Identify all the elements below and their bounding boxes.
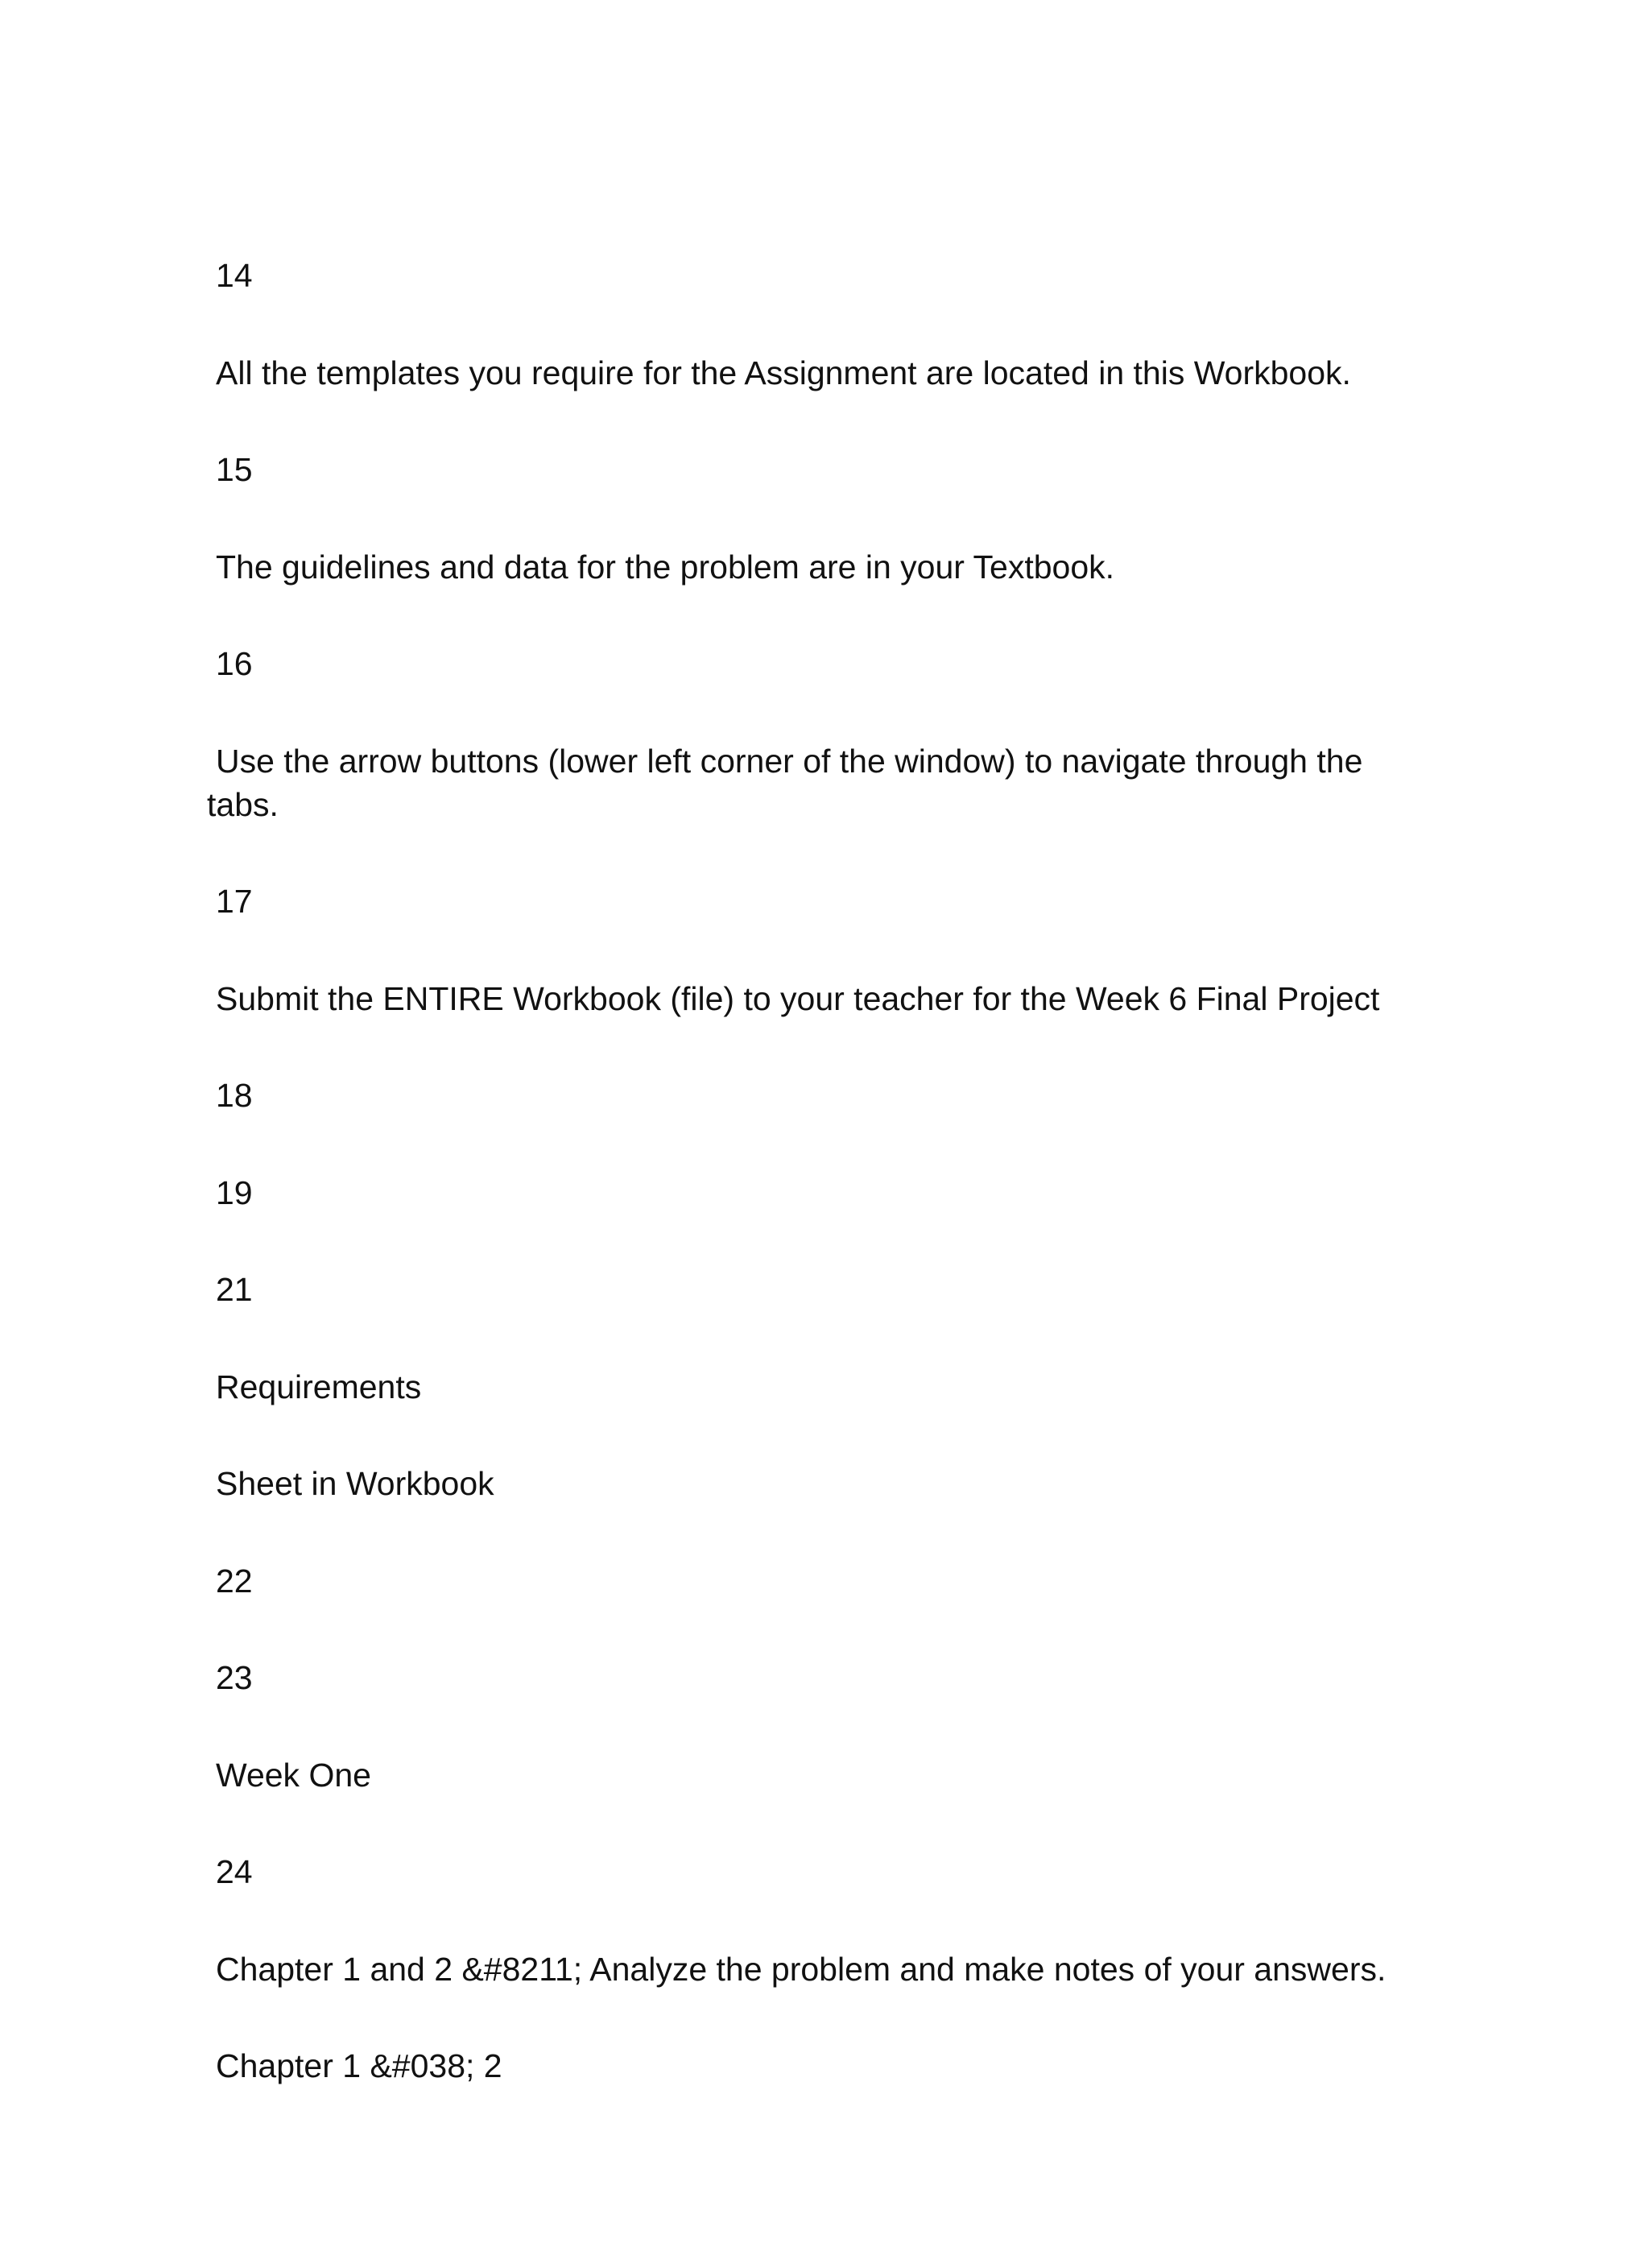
row-number: 19 bbox=[216, 1174, 253, 1211]
row-number: 16 bbox=[216, 645, 253, 682]
text-line: Use the arrow buttons (lower left corner of the window) to navigate through the tabs. bbox=[207, 743, 1363, 823]
text-line: Submit the ENTIRE Workbook (file) to your teacher for the Week 6 Final Project bbox=[216, 980, 1380, 1017]
row-number: 23 bbox=[216, 1659, 253, 1696]
row-number: 15 bbox=[216, 451, 253, 488]
row-number: 22 bbox=[216, 1562, 253, 1600]
text-line: Requirements bbox=[216, 1368, 422, 1405]
text-line: Chapter 1 and 2 &#8211; Analyze the problem and make notes of your answers. bbox=[216, 1951, 1387, 1988]
row-number: 18 bbox=[216, 1077, 253, 1114]
text-line: Week One bbox=[216, 1757, 371, 1794]
row-number: 14 bbox=[216, 257, 253, 294]
text-line: Chapter 1 &#038; 2 bbox=[216, 2047, 502, 2084]
row-number: 24 bbox=[216, 1853, 253, 1890]
row-number: 17 bbox=[216, 883, 253, 920]
text-line: All the templates you require for the Assignment are located in this Workbook. bbox=[216, 354, 1351, 391]
text-line: Sheet in Workbook bbox=[216, 1465, 494, 1502]
row-number: 21 bbox=[216, 1271, 253, 1308]
text-line: The guidelines and data for the problem are in your Textbook. bbox=[216, 548, 1115, 586]
